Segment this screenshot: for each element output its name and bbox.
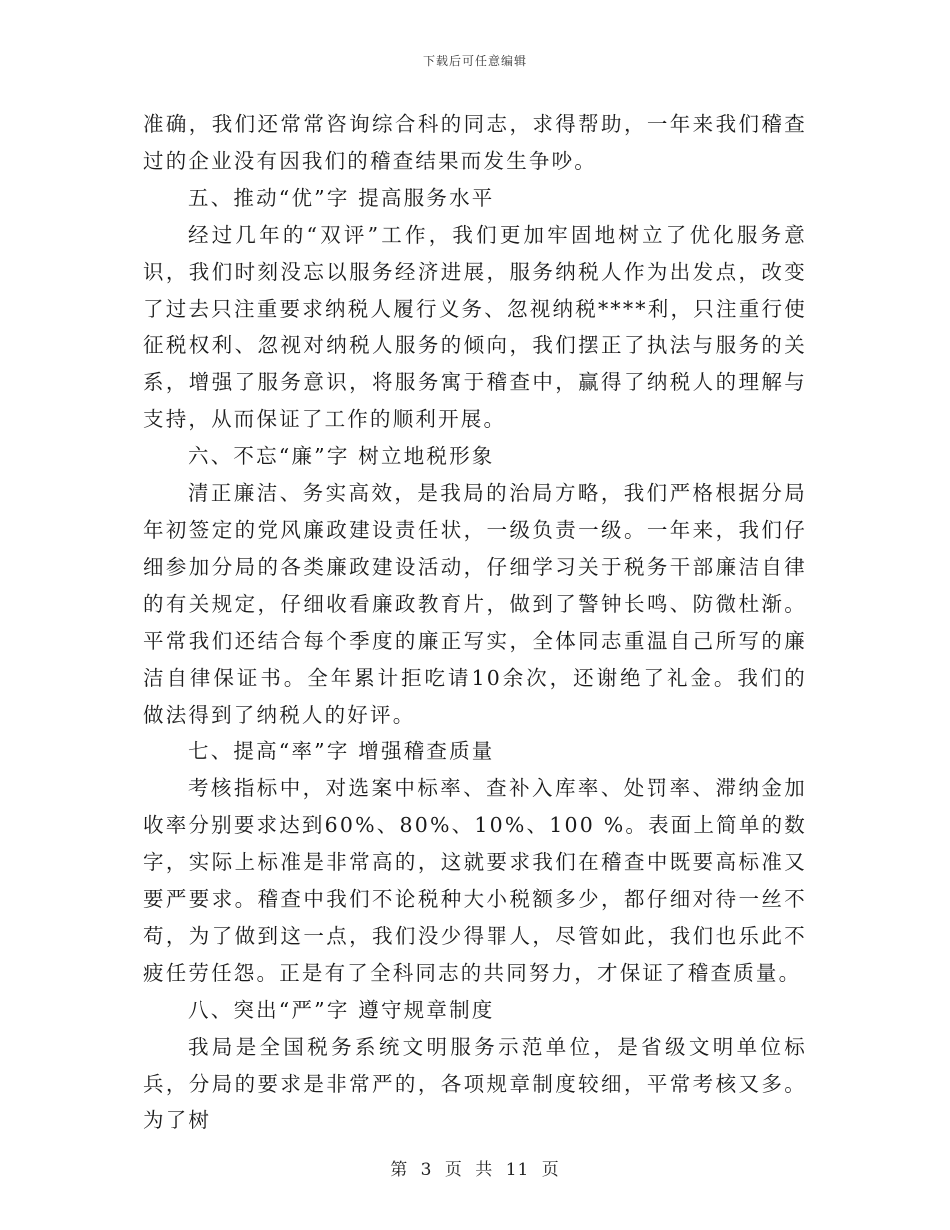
section-heading-6: 六、不忘“廉”字 树立地税形象 xyxy=(188,444,495,469)
section-heading-5: 五、推动“优”字 提高服务水平 xyxy=(188,185,495,210)
document-body xyxy=(143,106,807,1139)
paragraph-section-5: 经过几年的“双评”工作，我们更加牢固地树立了优化服务意识，我们时刻没忘以服务经济进展，服务纳税人作为出发点，改变了过去只注重要求纳税人履行义务、忽视纳税****利，只注重行使征税权利、忽视对纳税人服务的倾向，我们摆正了执法与服务的关系，增强了服务意识，将服务寓于稽查中，赢得了纳税人的理解与支持，从而保证了工作的顺利开展。 xyxy=(143,222,807,432)
paragraph-section-8: 我局是全国税务系统文明服务示范单位，是省级文明单位标兵，分局的要求是非常严的，各项规章制度较细，平常考核又多。为了树 xyxy=(143,1034,807,1133)
section-heading-8: 八、突出“严”字 遵守规章制度 xyxy=(188,997,495,1022)
paragraph-section-6: 清正廉洁、务实高效，是我局的治局方略，我们严格根据分局年初签定的党风廉政建设责任状，一级负责一级。一年来，我们仔细参加分局的各类廉政建设活动，仔细学习关于税务干部廉洁自律的有关规定，仔细收看廉政教育片，做到了警钟长鸣、防微杜渐。平常我们还结合每个季度的廉正写实，全体同志重温自己所写的廉洁自律保证书。全年累计拒吃请10余次，还谢绝了礼金。我们的做法得到了纳税人的好评。 xyxy=(143,481,807,727)
page-header: 下载后可任意编辑 xyxy=(422,54,527,68)
page-number-footer: 第 3 页 共 11 页 xyxy=(390,1160,560,1180)
paragraph-section-7: 考核指标中，对选案中标率、查补入库率、处罚率、滞纳金加收率分别要求达到60%、80%、10%、100 %。表面上简单的数字，实际上标准是非常高的，这就要求我们在稽查中既要高标准又要严要求。稽查中我们不论税种大小税额多少，都仔细对待一丝不苟，为了做到这一点，我们没少得罪人，尽管如此，我们也乐此不疲任劳任怨。正是有了全科同志的共同努力，才保证了稽查质量。 xyxy=(143,776,807,985)
section-heading-7: 七、提高“率”字 增强稽查质量 xyxy=(188,739,495,764)
paragraph-continuation: 准确，我们还常常咨询综合科的同志，求得帮助，一年来我们稽查过的企业没有因我们的稽查结果而发生争吵。 xyxy=(143,112,807,173)
